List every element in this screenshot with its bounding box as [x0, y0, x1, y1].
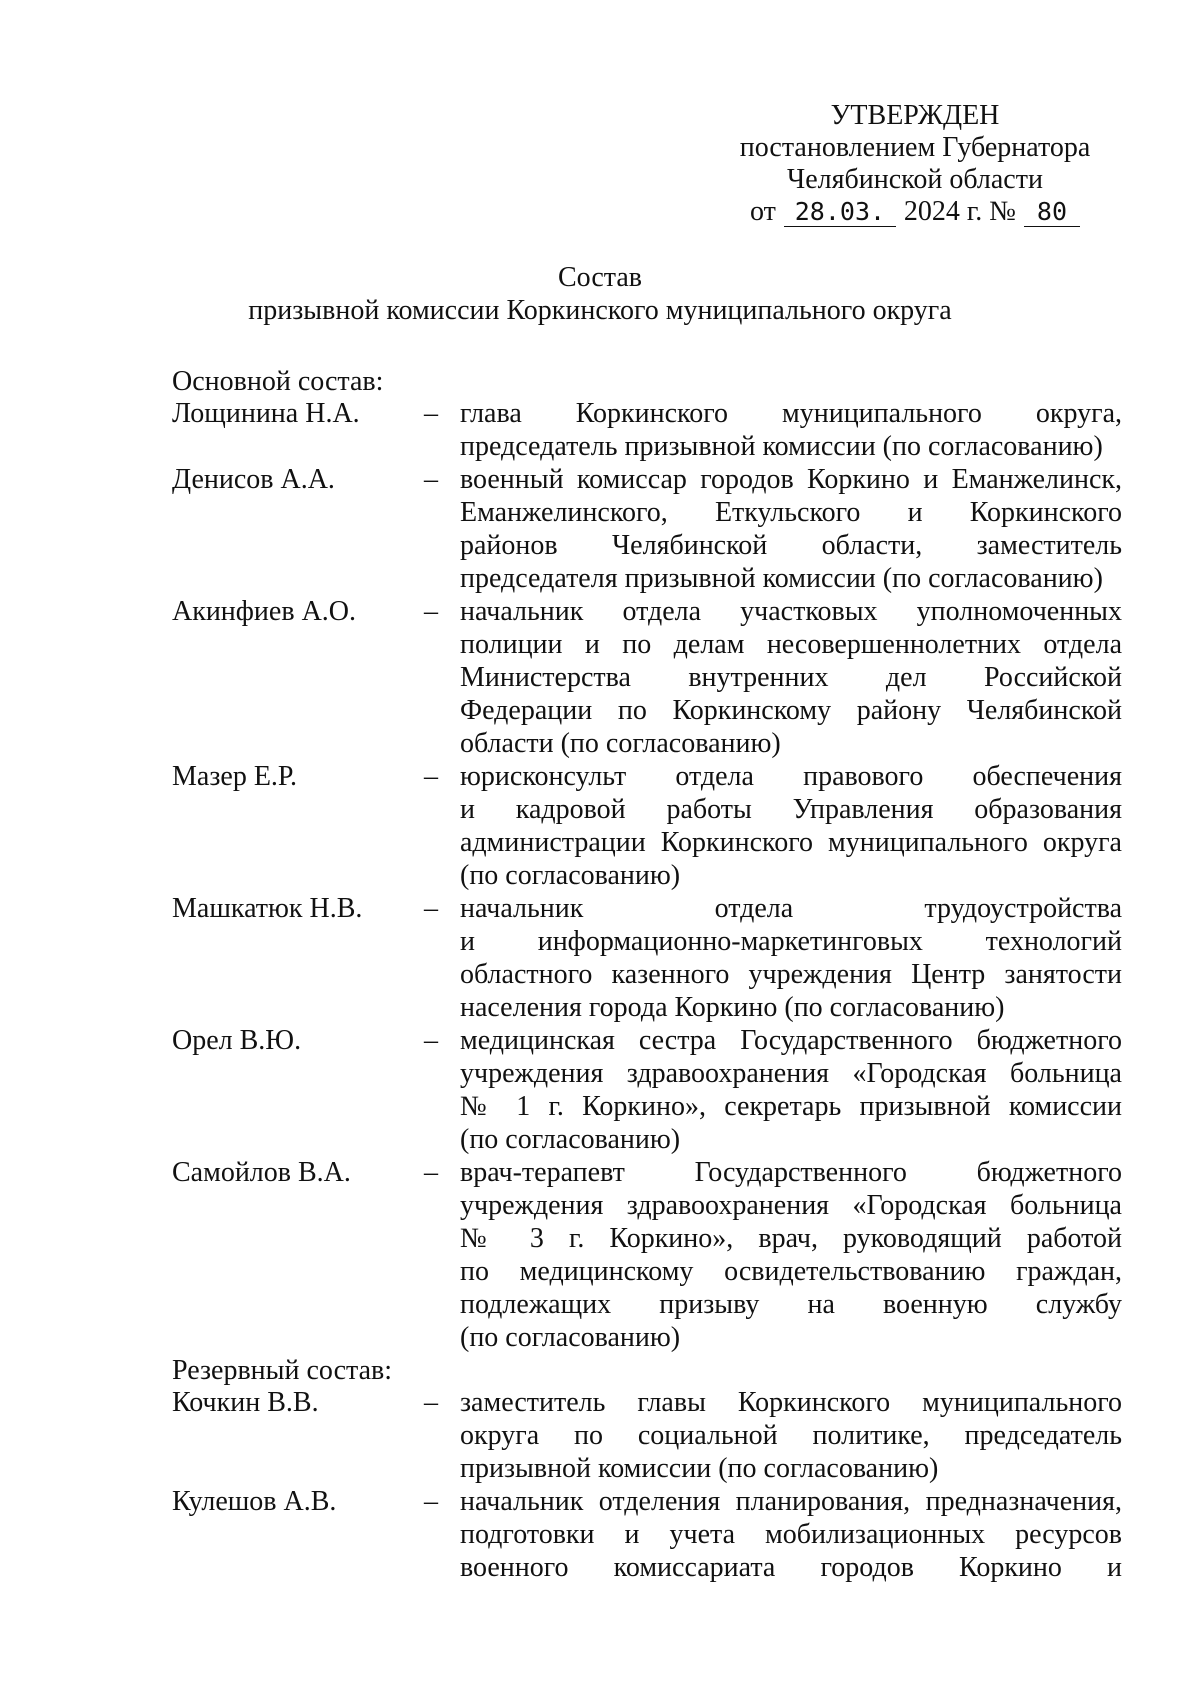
- position-line: округа по социальной политике, председатель: [460, 1420, 1122, 1451]
- approval-stamp: [700, 100, 1130, 228]
- position-line: военный комиссар городов Коркино и Еманжелинск,: [460, 464, 1122, 495]
- position-line: по медицинскому освидетельствованию граждан,: [460, 1256, 1122, 1287]
- member-name: Акинфиев А.О.: [172, 596, 357, 627]
- position-line: юрисконсульт отдела правового обеспечения: [460, 761, 1122, 792]
- reserve-section-heading: Резервный состав:: [172, 1355, 393, 1386]
- member-dash: –: [424, 596, 438, 627]
- member-name: Денисов А.А.: [172, 464, 335, 495]
- position-line: начальник отделения планирования, предназначения,: [460, 1486, 1122, 1517]
- member-dash: –: [424, 1486, 438, 1517]
- approval-number: 80: [1024, 198, 1080, 227]
- member-dash: –: [424, 464, 438, 495]
- member-name: Машкатюк Н.В.: [172, 893, 363, 924]
- member-name: Лощинина Н.А.: [172, 398, 360, 429]
- position-line: Министерства внутренних дел Российской: [460, 662, 1122, 693]
- member-dash: –: [424, 1157, 438, 1188]
- approval-title: УТВЕРЖДЕН: [830, 100, 1000, 131]
- approval-date-line: [700, 196, 1130, 228]
- member-position: [460, 596, 1122, 761]
- position-line: (по согласованию): [460, 860, 681, 891]
- member-position: [460, 1025, 1122, 1157]
- position-line: (по согласованию): [460, 1124, 681, 1155]
- document-subtitle: призывной комиссии Коркинского муниципального округа: [248, 295, 952, 326]
- position-line: призывной комиссии (по согласованию): [460, 1453, 939, 1484]
- approval-line-1: постановлением Губернатора: [739, 132, 1091, 163]
- member-name: Кулешов А.В.: [172, 1486, 337, 1517]
- reserve-members: [172, 1387, 1122, 1585]
- approval-date: 28.03.: [784, 198, 896, 227]
- position-line: населения города Коркино (по согласованию): [460, 992, 1005, 1023]
- member-entry: [172, 596, 1122, 761]
- member-position: [460, 893, 1122, 1025]
- member-dash: –: [424, 398, 438, 429]
- member-name: Самойлов В.А.: [172, 1157, 351, 1188]
- main-section-heading: Основной состав:: [172, 366, 384, 397]
- position-line: подготовки и учета мобилизационных ресурсов: [460, 1519, 1122, 1550]
- member-name: Орел В.Ю.: [172, 1025, 302, 1056]
- member-dash: –: [424, 1387, 438, 1418]
- position-line: начальник отдела трудоустройства: [460, 893, 1122, 924]
- member-entry: [172, 761, 1122, 893]
- approval-year: 2024 г. №: [903, 196, 1016, 227]
- member-entry: [172, 398, 1122, 464]
- document-title: Состав: [557, 262, 643, 293]
- member-entry: [172, 893, 1122, 1025]
- position-line: полиции и по делам несовершеннолетних отдела: [460, 629, 1122, 660]
- position-line: подлежащих призыву на военную службу: [460, 1289, 1122, 1320]
- position-line: № 3 г. Коркино», врач, руководящий работой: [460, 1223, 1122, 1254]
- member-entry: [172, 1025, 1122, 1157]
- member-position: [460, 464, 1122, 596]
- position-line: начальник отдела участковых уполномоченных: [460, 596, 1122, 627]
- commission-list: [172, 366, 1122, 1585]
- position-line: врач-терапевт Государственного бюджетного: [460, 1157, 1122, 1188]
- member-dash: –: [424, 893, 438, 924]
- member-position: [460, 1157, 1122, 1355]
- position-line: учреждения здравоохранения «Городская больница: [460, 1058, 1122, 1089]
- position-line: Федерации по Коркинскому району Челябинской: [460, 695, 1122, 726]
- main-members: [172, 398, 1122, 1355]
- approval-line-2: Челябинской области: [787, 164, 1043, 195]
- member-name: Кочкин В.В.: [172, 1387, 319, 1418]
- member-position: [460, 761, 1122, 893]
- position-line: и кадровой работы Управления образования: [460, 794, 1122, 825]
- position-line: администрации Коркинского муниципального округа: [460, 827, 1122, 858]
- position-line: области (по согласованию): [460, 728, 781, 759]
- position-line: председателя призывной комиссии (по согласованию): [460, 563, 1103, 594]
- position-line: районов Челябинской области, заместитель: [460, 530, 1122, 561]
- member-position: [460, 398, 1122, 464]
- position-line: областного казенного учреждения Центр занятости: [460, 959, 1122, 990]
- position-line: № 1 г. Коркино», секретарь призывной комиссии: [460, 1091, 1122, 1122]
- position-line: Еманжелинского, Еткульского и Коркинского: [460, 497, 1122, 528]
- member-entry: [172, 1486, 1122, 1585]
- position-line: заместитель главы Коркинского муниципального: [460, 1387, 1122, 1418]
- date-prefix: от: [750, 196, 776, 227]
- position-line: учреждения здравоохранения «Городская больница: [460, 1190, 1122, 1221]
- position-line: (по согласованию): [460, 1322, 681, 1353]
- member-position: [460, 1486, 1122, 1585]
- member-position: [460, 1387, 1122, 1486]
- member-entry: [172, 1157, 1122, 1355]
- member-entry: [172, 1387, 1122, 1486]
- position-line: военного комиссариата городов Коркино и: [460, 1552, 1122, 1583]
- member-dash: –: [424, 1025, 438, 1056]
- position-line: глава Коркинского муниципального округа,: [460, 398, 1122, 429]
- position-line: и информационно-маркетинговых технологий: [460, 926, 1122, 957]
- member-entry: [172, 464, 1122, 596]
- document-heading: [0, 262, 1200, 328]
- member-dash: –: [424, 761, 438, 792]
- member-name: Мазер Е.Р.: [172, 761, 297, 792]
- position-line: медицинская сестра Государственного бюджетного: [460, 1025, 1122, 1056]
- position-line: председатель призывной комиссии (по согласованию): [460, 431, 1103, 462]
